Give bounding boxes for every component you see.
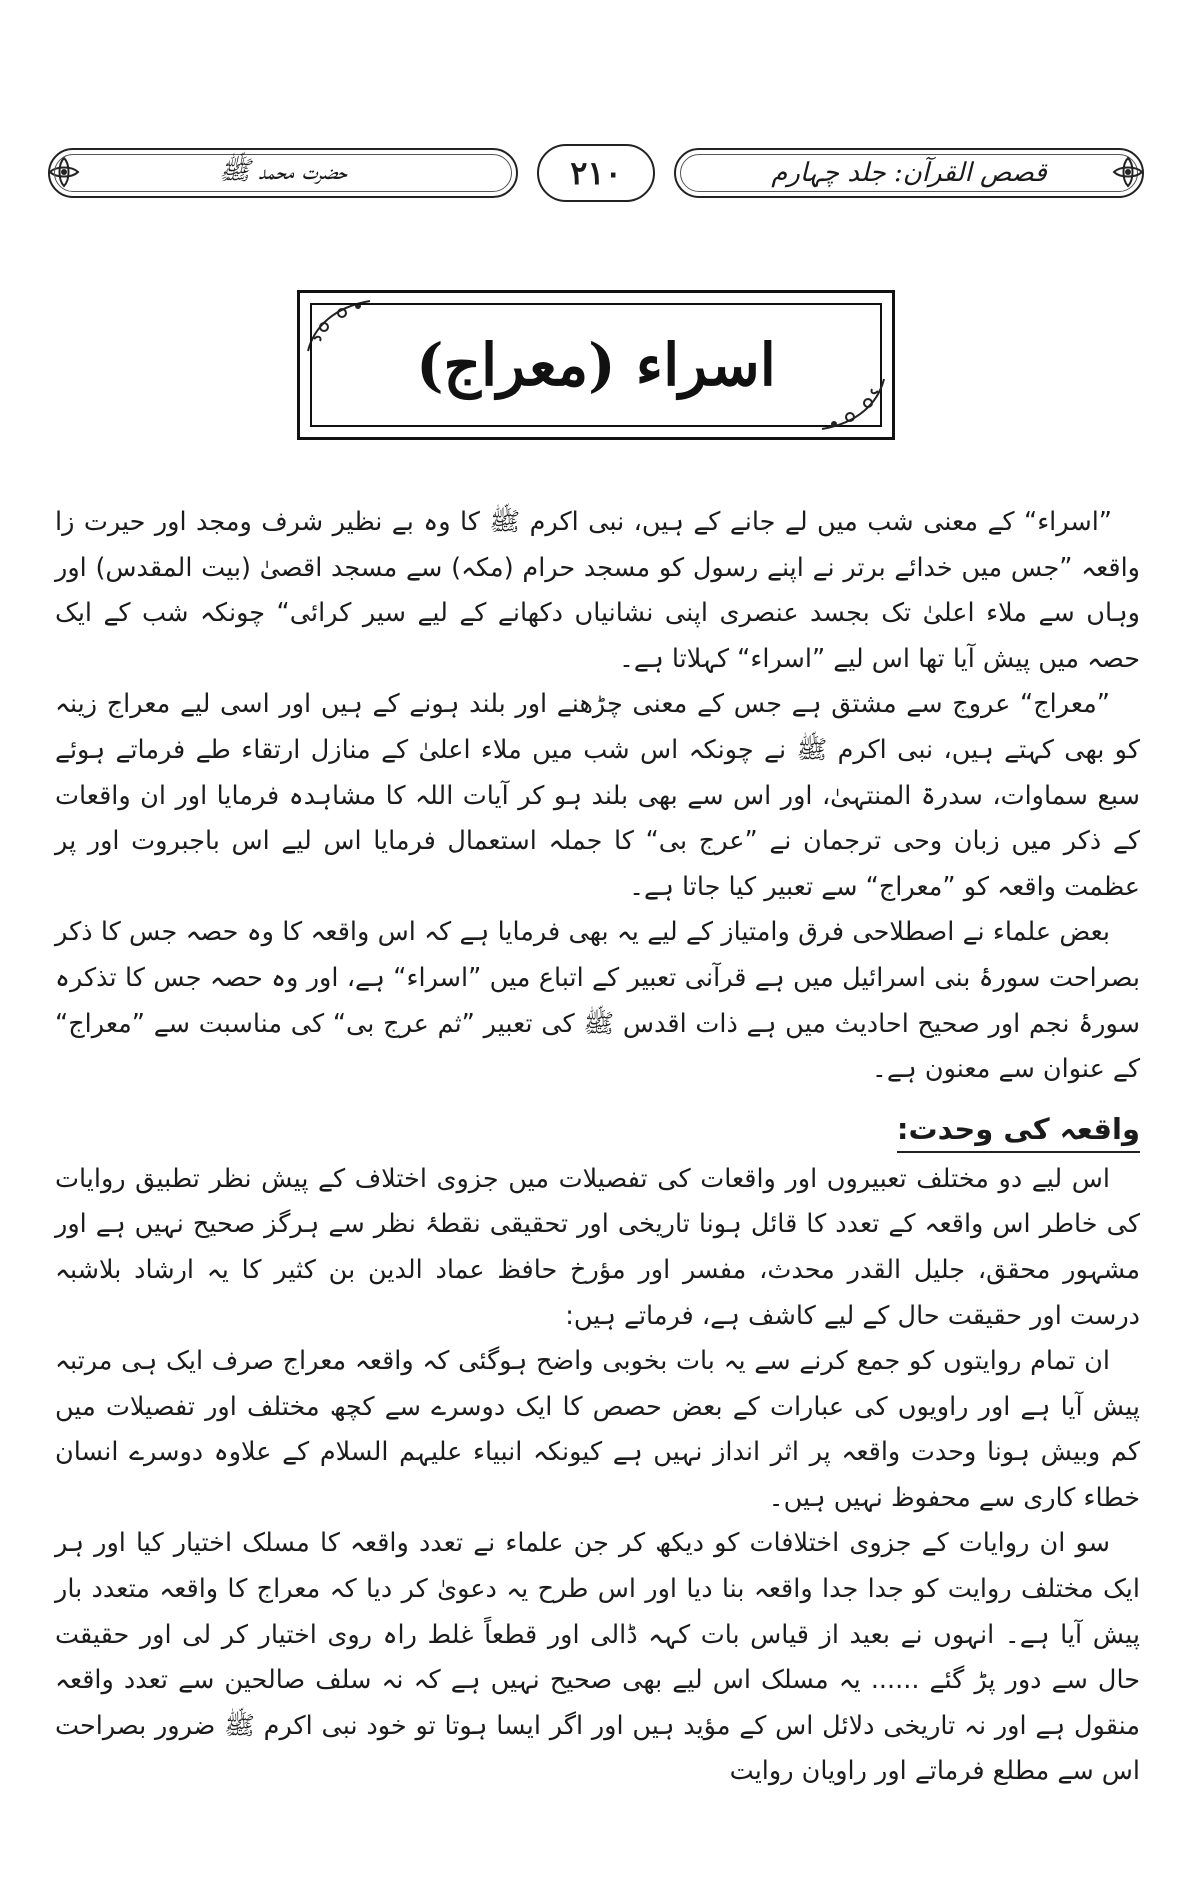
section-heading: واقعہ کی وحدت: — [897, 1109, 1140, 1153]
chapter-title-frame — [48, 148, 518, 198]
chapter-heading: اسراء (معراج) — [416, 331, 776, 399]
paragraph-ibn-kathir-quote: ان تمام روایتوں کو جمع کرنے سے یہ بات بخوبی واضح ہوگئی کہ واقعہ معراج صرف ایک ہی مرتبہ پیش آیا ہے اور راویوں کی عبارات کے بعض حصص کا ایک دوسرے سے کچھ مختلف اور تفصیلات میں کم وبیش ہونا وحدت واقعہ پر اثر انداز نہیں ہے کیونکہ انبیاء علیہم السلام کے علاوہ دوسرے انسان خطاء کاری سے محفوظ نہیں ہیں۔ — [55, 1346, 1140, 1513]
chapter-heading-box — [297, 290, 895, 440]
book-title: قصص القرآن: جلد چہارم — [771, 158, 1047, 188]
paragraph-miraj-meaning: ”معراج“ عروج سے مشتق ہے جس کے معنی چڑھنے اور بلند ہونے کے ہیں اور اسی لیے معراج زینہ کو بھی کہتے ہیں، نبی اکرم ﷺ نے چونکہ اس شب میں ملاء اعلیٰ کے منازل ارتقاء طے فرماتے ہوئے سبع سماوات، سدرۃ المنتہیٰ، اور اس سے بھی بلند ہو کر آیات اللہ کا مشاہدہ فرمایا اور ان واقعات کے ذکر میں زبان وحی ترجمان نے ”عرج بی“ کا جملہ استعمال فرمایا اس لیے اس باجبروت اور پر عظمت واقعہ کو ”معراج“ سے تعبیر کیا جاتا ہے۔ — [55, 689, 1140, 902]
paragraph-unity-intro: اس لیے دو مختلف تعبیروں اور واقعات کی تفصیلات میں جزوی اختلاف کے پیش نظر تطبیق روایات کی خاطر اس واقعہ کے تعدد کا قائل ہونا تاریخی اور تحقیقی نقطۂ نظر سے ہرگز صحیح نہیں ہے اور مشہور محقق، جلیل القدر محدث، مفسر اور مؤرخ حافظ عماد الدین بن کثیر کا یہ ارشاد بلاشبہ درست اور حقیقت حال کے لیے کاشف ہے، فرماتے ہیں: — [55, 1163, 1140, 1331]
paragraph-isra-meaning: ”اسراء“ کے معنی شب میں لے جانے کے ہیں، نبی اکرم ﷺ کا وہ بے نظیر شرف ومجد اور حیرت زا واقعہ ”جس میں خدائے برتر نے اپنے رسول کو مسجد حرام (مکہ) سے مسجد اقصیٰ (بیت المقدس) اور وہاں سے ملاء اعلیٰ تک بجسد عنصری اپنی نشانیاں دکھانے کے لیے سیر کرائی“ چونکہ شب کے ایک حصہ میں پیش آیا تھا اس لیے ”اسراء“ کہلاتا ہے۔ — [55, 507, 1140, 674]
floral-corner-icon — [818, 375, 888, 433]
chapter-title: حضرت محمد ﷺ — [218, 156, 348, 186]
book-title-frame — [674, 148, 1144, 198]
chapter-heading-inner — [310, 303, 882, 427]
body-text — [55, 500, 1140, 1795]
paragraph-multiple-events-rebuttal: سو ان روایات کے جزوی اختلافات کو دیکھ کر جن علماء نے تعدد واقعہ کا مسلک اختیار کیا اور ہر ایک مختلف روایت کو جدا جدا واقعہ بنا دیا اور اس طرح یہ دعویٰ کر دیا کہ معراج کا واقعہ متعدد بار پیش آیا ہے۔ انہوں نے بعید از قیاس بات کہہ ڈالی اور قطعاً غلط راہ روی اختیار کر لی اور حقیقت حال سے دور پڑ گئے ...... یہ مسلک اس لیے بھی صحیح نہیں ہے کہ نہ سلف صالحین سے تعدد واقعہ منقول ہے اور نہ تاریخی دلائل اس کے مؤید ہیں اور اگر ایسا ہوتا تو خود نبی اکرم ﷺ ضرور بصراحت اس سے مطلع فرماتے اور راویان روایت — [55, 1528, 1140, 1787]
running-header — [48, 140, 1144, 210]
paragraph-terminology: بعض علماء نے اصطلاحی فرق وامتیاز کے لیے یہ بھی فرمایا ہے کہ اس واقعہ کا وہ حصہ جس کا ذکر بصراحت سورۂ بنی اسرائیل میں ہے قرآنی تعبیر کے اتباع میں ”اسراء“ ہے، اور وہ حصہ جس کا تذکرہ سورۂ نجم اور صحیح احادیث میں ہے ذات اقدس ﷺ کی تعبیر ”ثم عرج بی“ کی مناسبت سے ”معراج“ کے عنوان سے معنون ہے۔ — [55, 917, 1140, 1085]
page-number: ۲۱۰ — [537, 144, 655, 202]
floral-ornament-icon — [1110, 154, 1146, 190]
